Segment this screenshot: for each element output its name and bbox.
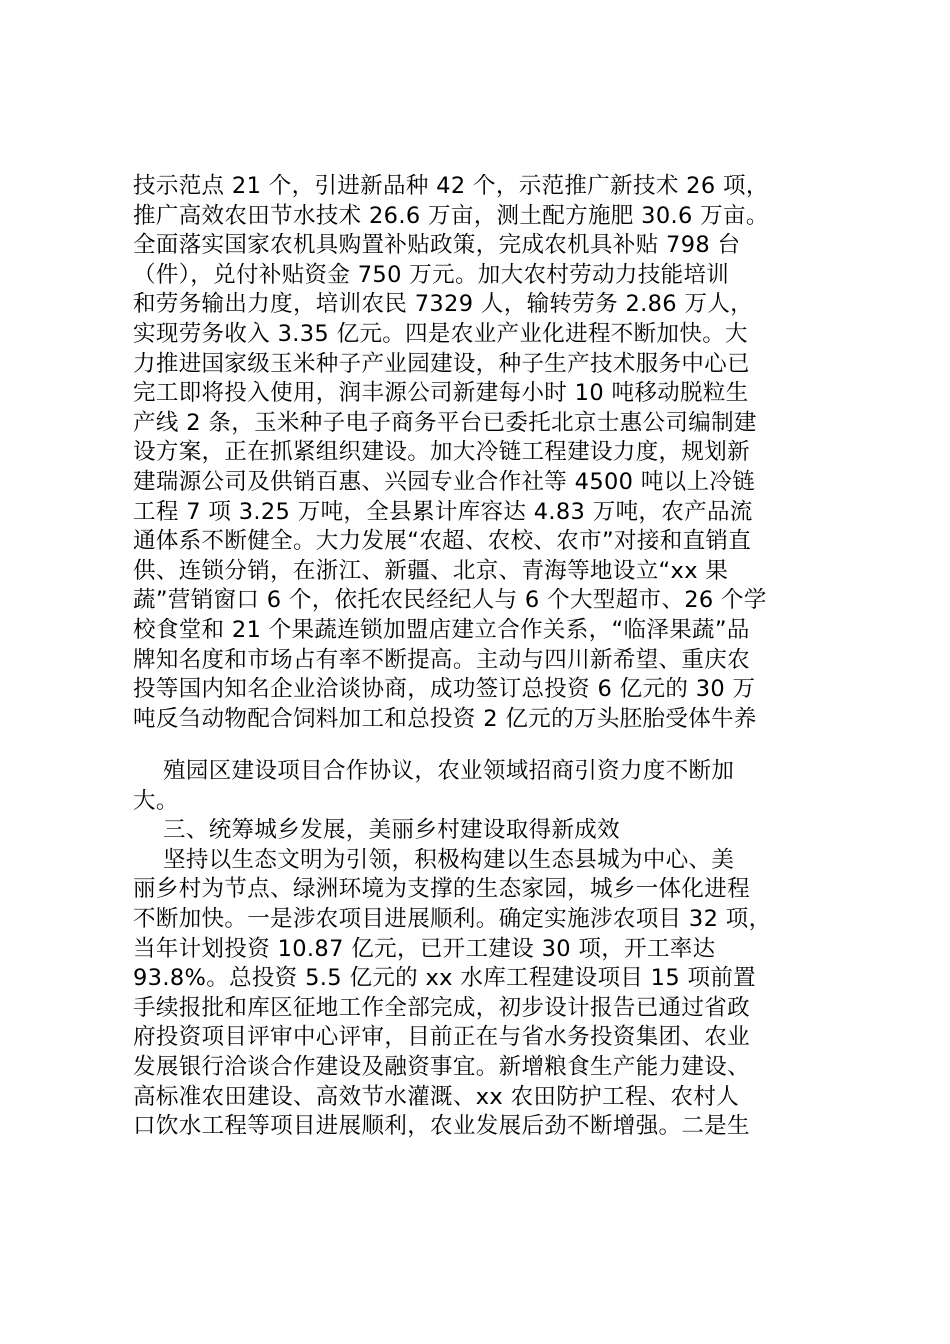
- text-line: （件），兑付补贴资金 750 万元。加大农村劳动力技能培训: [133, 261, 730, 288]
- text-line: 力推进国家级玉米种子产业园建设，种子生产技术服务中心已: [133, 350, 750, 377]
- text-line: 完工即将投入使用，润丰源公司新建每小时 10 吨移动脱粒生: [133, 380, 749, 407]
- text-line: 当年计划投资 10.87 亿元，已开工建设 30 项，开工率达: [133, 935, 716, 962]
- text-line: 产线 2 条，玉米种子电子商务平台已委托北京士惠公司编制建: [133, 409, 757, 436]
- text-line: 牌知名度和市场占有率不断提高。主动与四川新希望、重庆农: [133, 646, 750, 673]
- text-line: 坚持以生态文明为引领，积极构建以生态县城为中心、美: [163, 846, 735, 873]
- section-heading: 三、统筹城乡发展，美丽乡村建设取得新成效: [163, 817, 621, 844]
- text-line: 建瑞源公司及供销百惠、兴园专业合作社等 4500 吨以上冷链: [133, 468, 756, 495]
- text-line: 不断加快。一是涉农项目进展顺利。确定实施涉农项目 32 项，: [133, 905, 772, 932]
- text-line: 丽乡村为节点、绿洲环境为支撑的生态家园，城乡一体化进程: [133, 876, 750, 903]
- text-line: 供、连锁分销，在浙江、新疆、北京、青海等地设立“xx 果: [133, 557, 729, 584]
- text-line: 通体系不断健全。大力发展“农超、农校、农市”对接和直销直: [133, 528, 752, 555]
- text-line: 投等国内知名企业洽谈协商，成功签订总投资 6 亿元的 30 万: [133, 676, 756, 703]
- paragraph-continued: [133, 172, 833, 734]
- text-line: 技示范点 21 个，引进新品种 42 个，示范推广新技术 26 项，: [133, 173, 769, 199]
- text-line: 吨反刍动物配合饲料加工和总投资 2 亿元的万头胚胎受体牛养: [133, 705, 757, 732]
- text-line: 蔬”营销窗口 6 个，依托农民经纪人与 6 个大型超市、26 个学: [133, 587, 767, 614]
- text-line: 手续报批和库区征地工作全部完成，初步设计报告已通过省政: [133, 994, 750, 1021]
- text-line: 工程 7 项 3.25 万吨，全县累计库容达 4.83 万吨，农产品流: [133, 498, 753, 525]
- text-line: 大。: [133, 787, 179, 814]
- text-line: 府投资项目评审中心评审，目前正在与省水务投资集团、农业: [133, 1024, 750, 1051]
- text-line: 全面落实国家农机具购置补贴政策，完成农机具补贴 798 台: [133, 232, 741, 259]
- text-line: 实现劳务收入 3.35 亿元。四是农业产业化进程不断加快。大: [133, 320, 748, 347]
- text-line: 发展银行洽谈合作建设及融资事宜。新增粮食生产能力建设、: [133, 1053, 750, 1080]
- text-line: 口饮水工程等项目进展顺利，农业发展后劲不断增强。二是生: [133, 1113, 750, 1140]
- text-line: 设方案，正在抓紧组织建设。加大冷链工程建设力度，规划新: [133, 439, 750, 466]
- text-line: 校食堂和 21 个果蔬连锁加盟店建立合作关系，“临泽果蔬”品: [133, 616, 750, 643]
- text-line: 和劳务输出力度，培训农民 7329 人，输转劳务 2.86 万人，: [133, 291, 754, 318]
- text-line: 推广高效农田节水技术 26.6 万亩，测土配方施肥 30.6 万亩。: [133, 202, 769, 229]
- paragraph-block-lower: [133, 757, 833, 1142]
- text-line: 93.8%。总投资 5.5 亿元的 xx 水库工程建设项目 15 项前置: [133, 965, 757, 992]
- text-line: 高标准农田建设、高效节水灌溉、xx 农田防护工程、农村人: [133, 1083, 740, 1110]
- text-line: 殖园区建设项目合作协议，农业领域招商引资力度不断加: [163, 758, 735, 784]
